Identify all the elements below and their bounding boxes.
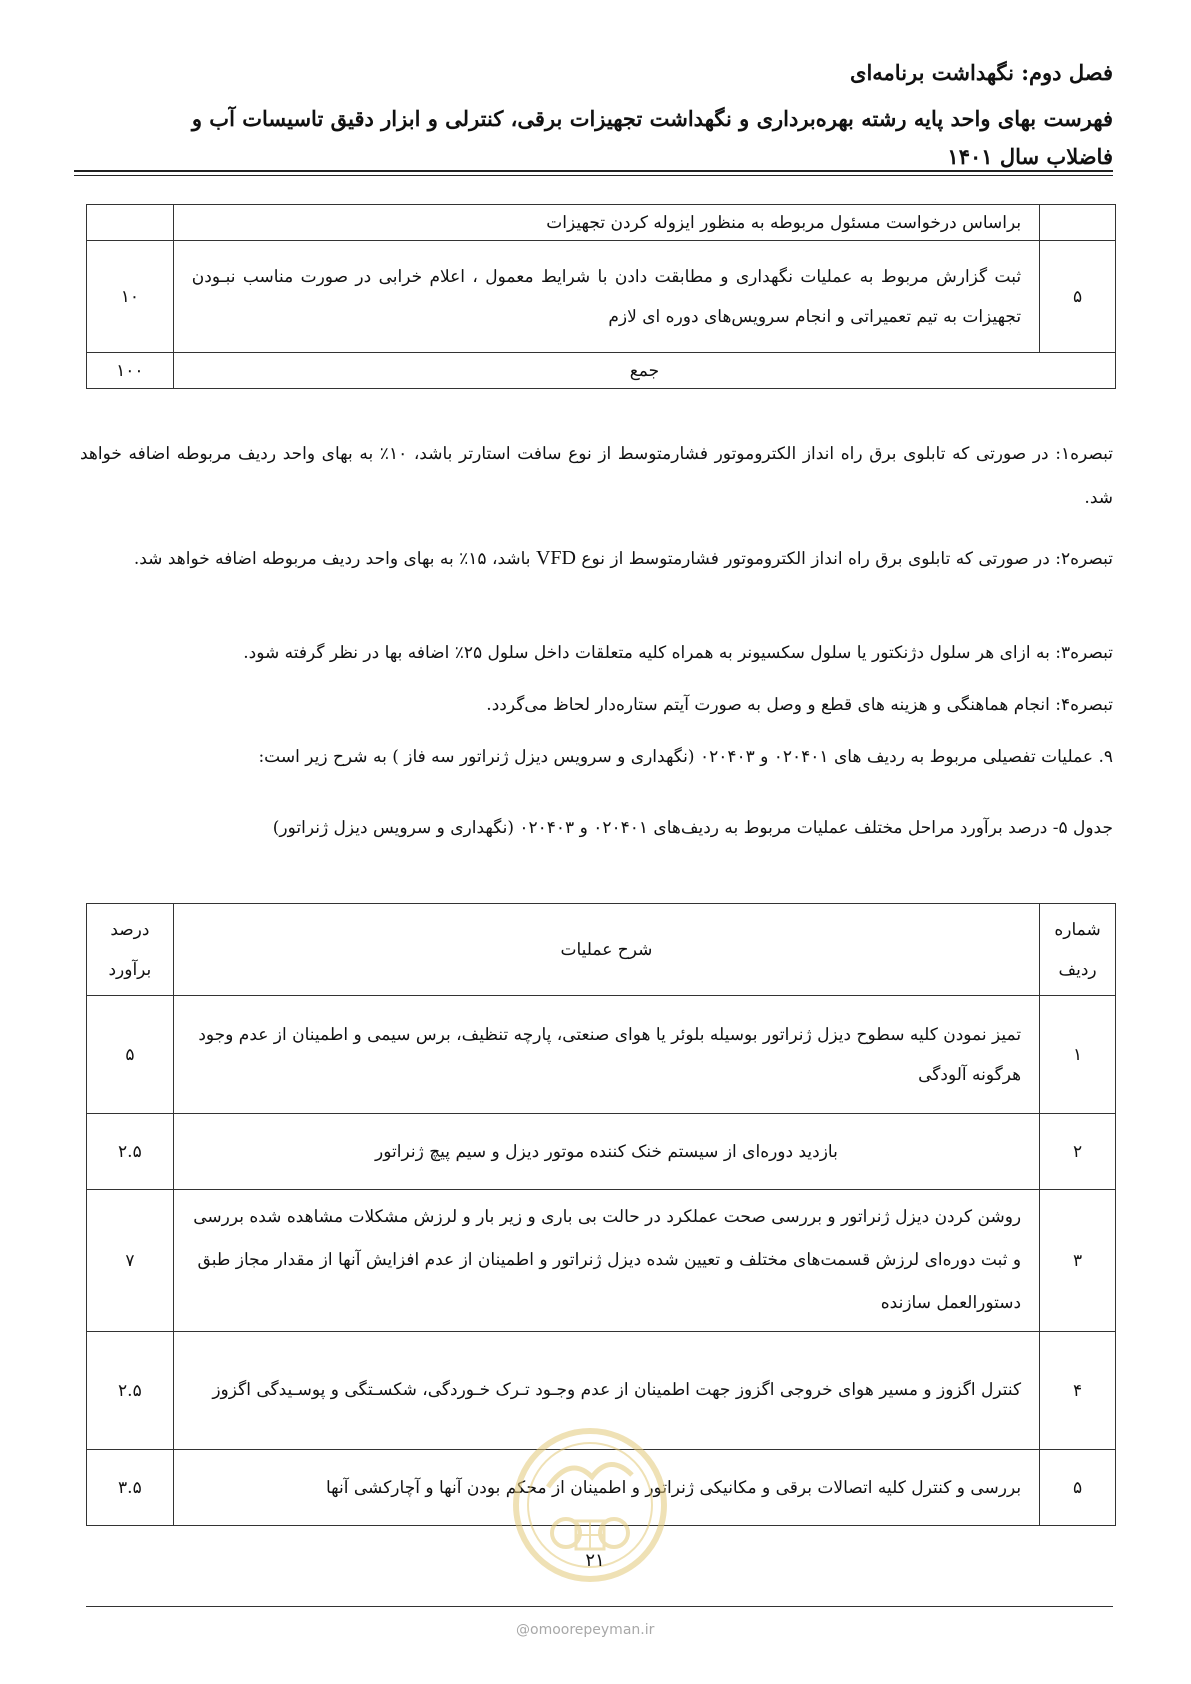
document-title: فهرست بهای واحد پایه رشته بهره‌برداری و نگهداشت تجهیزات برقی، کنترلی و ابزار دقیق تاسیسات آب و فاضلاب سال ۱۴۰۱	[191, 106, 1113, 169]
note-2	[80, 536, 1113, 581]
percent-estimate-cell: ۲.۵	[87, 1332, 174, 1450]
table-total-row	[87, 353, 1116, 389]
table-row	[87, 205, 1116, 241]
operation-description-cell: براساس درخواست مسئول مربوطه به منظور ایزوله کردن تجهیزات	[173, 205, 1039, 241]
footer-website: @omoorepeyman.ir	[516, 1622, 655, 1638]
row-number-cell	[1040, 205, 1116, 241]
percent-estimate-cell	[87, 205, 174, 241]
operations-table-continued	[86, 204, 1116, 389]
table-row	[87, 1114, 1116, 1190]
note-2-text-start: تبصره۲: در صورتی که تابلوی برق راه انداز الکتروموتور فشارمتوسط از نوع	[581, 549, 1113, 569]
page-number: ۲۱	[585, 1550, 605, 1571]
note-3: تبصره۳: به ازای هر سلول دژنکتور یا سلول سکسیونر به همراه کلیه متعلقات داخل سلول ۲۵٪ اضافه بها در نظر گرفته شود.	[243, 643, 1113, 663]
percent-estimate-cell: ۵	[87, 996, 174, 1114]
row-number-cell: ۵	[1040, 1450, 1116, 1526]
chapter-heading: فصل دوم: نگهداشت برنامه‌ای	[850, 60, 1113, 85]
note-4: تبصره۴: انجام هماهنگی و هزینه های قطع و وصل به صورت آیتم ستاره‌دار لحاظ می‌گردد.	[486, 695, 1113, 715]
note-2-vfd-term: VFD	[535, 547, 576, 569]
table-row	[87, 241, 1116, 353]
operation-description-cell: بررسی و کنترل کلیه اتصالات برقی و مکانیکی ژنراتور و اطمینان از محکم بودن آنها و آچارکشی آنها	[173, 1450, 1039, 1526]
table-row	[87, 1190, 1116, 1332]
table-header-row	[87, 904, 1116, 996]
item-9-paragraph: ۹. عملیات تفصیلی مربوط به ردیف های ۰۲۰۴۰۱ و ۰۲۰۴۰۳ (نگهداری و سرویس دیزل ژنراتور سه فاز ) به شرح زیر است:	[258, 747, 1113, 767]
percent-estimate-cell: ۳.۵	[87, 1450, 174, 1526]
operation-description-cell: کنترل اگزوز و مسیر هوای خروجی اگزوز جهت اطمینان از عدم وجـود تـرک خـوردگی، شکسـتگی و پوسـیدگی اگزوز	[173, 1332, 1039, 1450]
row-number-cell: ۵	[1040, 241, 1116, 353]
header-percent-estimate: درصد برآورد	[87, 904, 174, 996]
header-operation-description: شرح عملیات	[173, 904, 1039, 996]
header-divider-thin	[74, 175, 1113, 176]
operation-description-cell: روشن کردن دیزل ژنراتور و بررسی صحت عملکرد در حالت بی باری و زیر بار و لرزش مشکلات مشاهده شده بررسی و ثبت دوره‌ای لرزش قسمت‌های مختلف و تعیین شده دیزل ژنراتور و اطمینان از عدم افزایش آنها از مقدار مجاز طبق دستورالعمل سازنده	[173, 1190, 1039, 1332]
total-label-cell: جمع	[173, 353, 1115, 389]
row-number-cell: ۴	[1040, 1332, 1116, 1450]
note-2-text-end: باشد، ۱۵٪ به بهای واحد ردیف مربوطه اضافه خواهد شد.	[133, 549, 531, 569]
note-1: تبصره۱: در صورتی که تابلوی برق راه انداز الکتروموتور فشارمتوسط از نوع سافت استارتر باشد، ۱۰٪ به بهای واحد ردیف مربوطه اضافه خواهد شد.	[80, 444, 1113, 508]
operation-description-cell: تمیز نمودن کلیه سطوح دیزل ژنراتور بوسیله بلوئر یا هوای صنعتی، پارچه تنظیف، برس سیمی و اطمینان از عدم وجود هرگونه آلودگی	[173, 996, 1039, 1114]
header-divider-thick	[74, 170, 1113, 172]
total-value-cell: ۱۰۰	[87, 353, 174, 389]
footer-divider	[86, 1606, 1113, 1607]
row-number-cell: ۱	[1040, 996, 1116, 1114]
table-caption: جدول ۵- درصد برآورد مراحل مختلف عملیات مربوط به ردیف‌های ۰۲۰۴۰۱ و ۰۲۰۴۰۳ (نگهداری و سرویس دیزل ژنراتور)	[272, 818, 1113, 838]
row-number-cell: ۲	[1040, 1114, 1116, 1190]
percent-estimate-cell: ۲.۵	[87, 1114, 174, 1190]
percent-estimate-cell: ۷	[87, 1190, 174, 1332]
operation-description-cell: ثبت گزارش مربوط به عملیات نگهداری و مطابقت دادن با شرایط معمول ، اعلام خرابی در صورت مناسب نبـودن تجهیزات به تیم تعمیراتی و انجام سرویس‌های دوره ای لازم	[173, 241, 1039, 353]
header-row-number: شماره ردیف	[1040, 904, 1116, 996]
table-row	[87, 996, 1116, 1114]
operation-description-cell: بازدید دوره‌ای از سیستم خنک کننده موتور دیزل و سیم پیچ ژنراتور	[173, 1114, 1039, 1190]
percent-estimate-cell: ۱۰	[87, 241, 174, 353]
row-number-cell: ۳	[1040, 1190, 1116, 1332]
